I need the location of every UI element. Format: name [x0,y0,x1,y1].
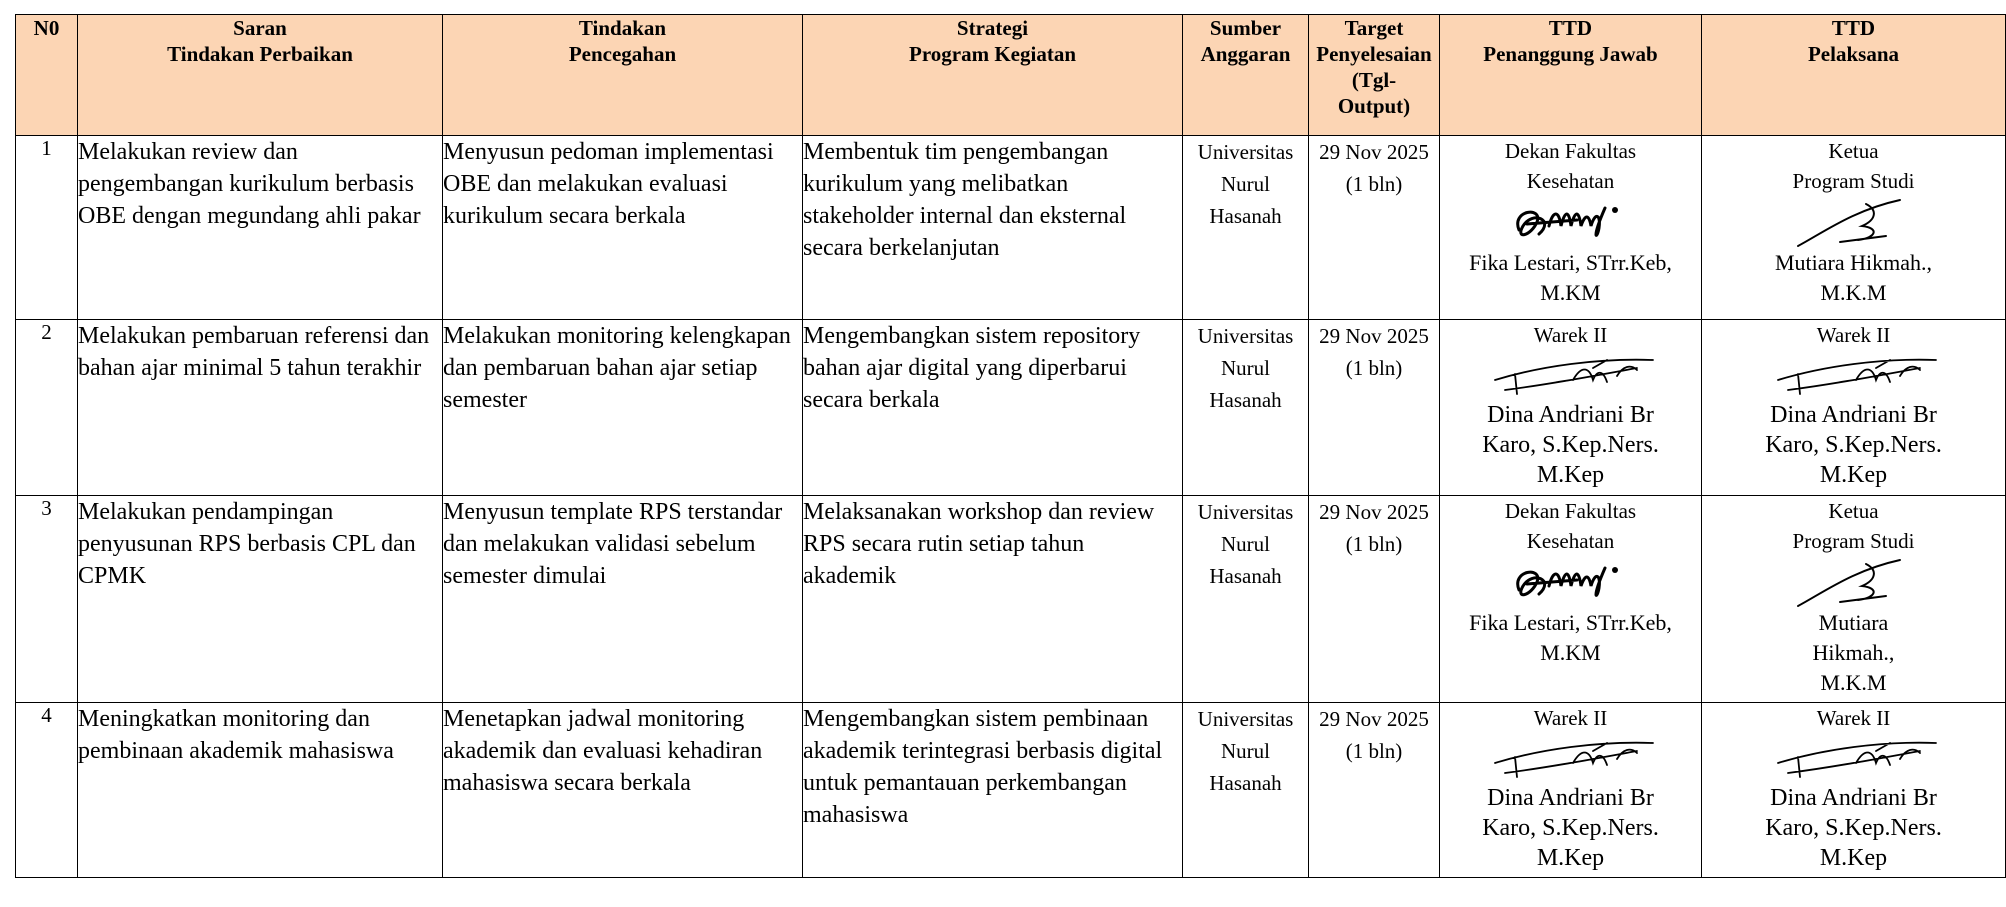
table-row [16,320,2006,496]
target-cell: 29 Nov 2025 (1 bln) [1309,703,1440,878]
ttd-pelaksana-cell: Ketua Program Studi Mutiara Hikmah., M.K.M [1702,136,2006,320]
sumber-cell: Universitas Nurul Hasanah [1183,320,1309,496]
row-number: 1 [16,136,78,320]
ttd-penanggung-cell: Warek II Dina Andriani Br Karo, S.Kep.Ners. M.Kep [1440,703,1702,878]
saran-cell: Meningkatkan monitoring dan pembinaan akademik mahasiswa [78,703,443,878]
kaprodi-signature [1754,556,1954,608]
dekan-signature [1481,556,1661,608]
row-number: 2 [16,320,78,496]
tindakan-cell: Melakukan monitoring kelengkapan dan pembaruan bahan ajar setiap semester [443,320,803,496]
ttd-penanggung-cell: Dekan Fakultas Kesehatan Fika Lestari, STrr.Keb, M.KM [1440,496,1702,703]
warek-signature [1481,350,1661,400]
tindakan-cell: Menyusun template RPS terstandar dan melakukan validasi sebelum semester dimulai [443,496,803,703]
warek-signature [1481,733,1661,783]
strategi-cell: Membentuk tim pengembangan kurikulum yang melibatkan stakeholder internal dan eksternal secara berkelanjutan [803,136,1183,320]
header-tindakan: Tindakan Pencegahan [443,15,803,136]
ttd-penanggung-cell: Warek II Dina Andriani Br Karo, S.Kep.Ners. M.Kep [1440,320,1702,496]
target-cell: 29 Nov 2025 (1 bln) [1309,496,1440,703]
sumber-cell: Universitas Nurul Hasanah [1183,496,1309,703]
header-target: Target Penyelesaian (Tgl- Output) [1309,15,1440,136]
header-no: N0 [16,15,78,136]
table-row [16,703,2006,878]
saran-cell: Melakukan pembaruan referensi dan bahan ajar minimal 5 tahun terakhir [78,320,443,496]
target-cell: 29 Nov 2025 (1 bln) [1309,320,1440,496]
kaprodi-signature [1754,196,1954,248]
sumber-cell: Universitas Nurul Hasanah [1183,136,1309,320]
header-saran: Saran Tindakan Perbaikan [78,15,443,136]
tindakan-cell: Menetapkan jadwal monitoring akademik dan evaluasi kehadiran mahasiswa secara berkala [443,703,803,878]
table-row [16,136,2006,320]
header-ttd-penanggung: TTD Penanggung Jawab [1440,15,1702,136]
sumber-cell: Universitas Nurul Hasanah [1183,703,1309,878]
ttd-pelaksana-cell: Warek II Dina Andriani Br Karo, S.Kep.Ners. M.Kep [1702,320,2006,496]
dekan-signature [1481,196,1661,248]
header-row [16,15,2006,136]
header-ttd-pelaksana: TTD Pelaksana [1702,15,2006,136]
row-number: 4 [16,703,78,878]
strategi-cell: Mengembangkan sistem pembinaan akademik terintegrasi berbasis digital untuk pemantauan perkembangan mahasiswa [803,703,1183,878]
saran-cell: Melakukan review dan pengembangan kurikulum berbasis OBE dengan megundang ahli pakar [78,136,443,320]
warek-signature [1764,350,1944,400]
saran-cell: Melakukan pendampingan penyusunan RPS berbasis CPL dan CPMK [78,496,443,703]
table-row [16,496,2006,703]
tindakan-cell: Menyusun pedoman implementasi OBE dan melakukan evaluasi kurikulum secara berkala [443,136,803,320]
header-strategi: Strategi Program Kegiatan [803,15,1183,136]
row-number: 3 [16,496,78,703]
action-plan-table [15,14,2006,878]
target-cell: 29 Nov 2025 (1 bln) [1309,136,1440,320]
ttd-penanggung-cell: Dekan Fakultas Kesehatan Fika Lestari, STrr.Keb, M.KM [1440,136,1702,320]
ttd-pelaksana-cell: Warek II Dina Andriani Br Karo, S.Kep.Ners. M.Kep [1702,703,2006,878]
strategi-cell: Melaksanakan workshop dan review RPS secara rutin setiap tahun akademik [803,496,1183,703]
strategi-cell: Mengembangkan sistem repository bahan ajar digital yang diperbarui secara berkala [803,320,1183,496]
warek-signature [1764,733,1944,783]
header-sumber: Sumber Anggaran [1183,15,1309,136]
ttd-pelaksana-cell: Ketua Program Studi Mutiara Hikmah., M.K.M [1702,496,2006,703]
